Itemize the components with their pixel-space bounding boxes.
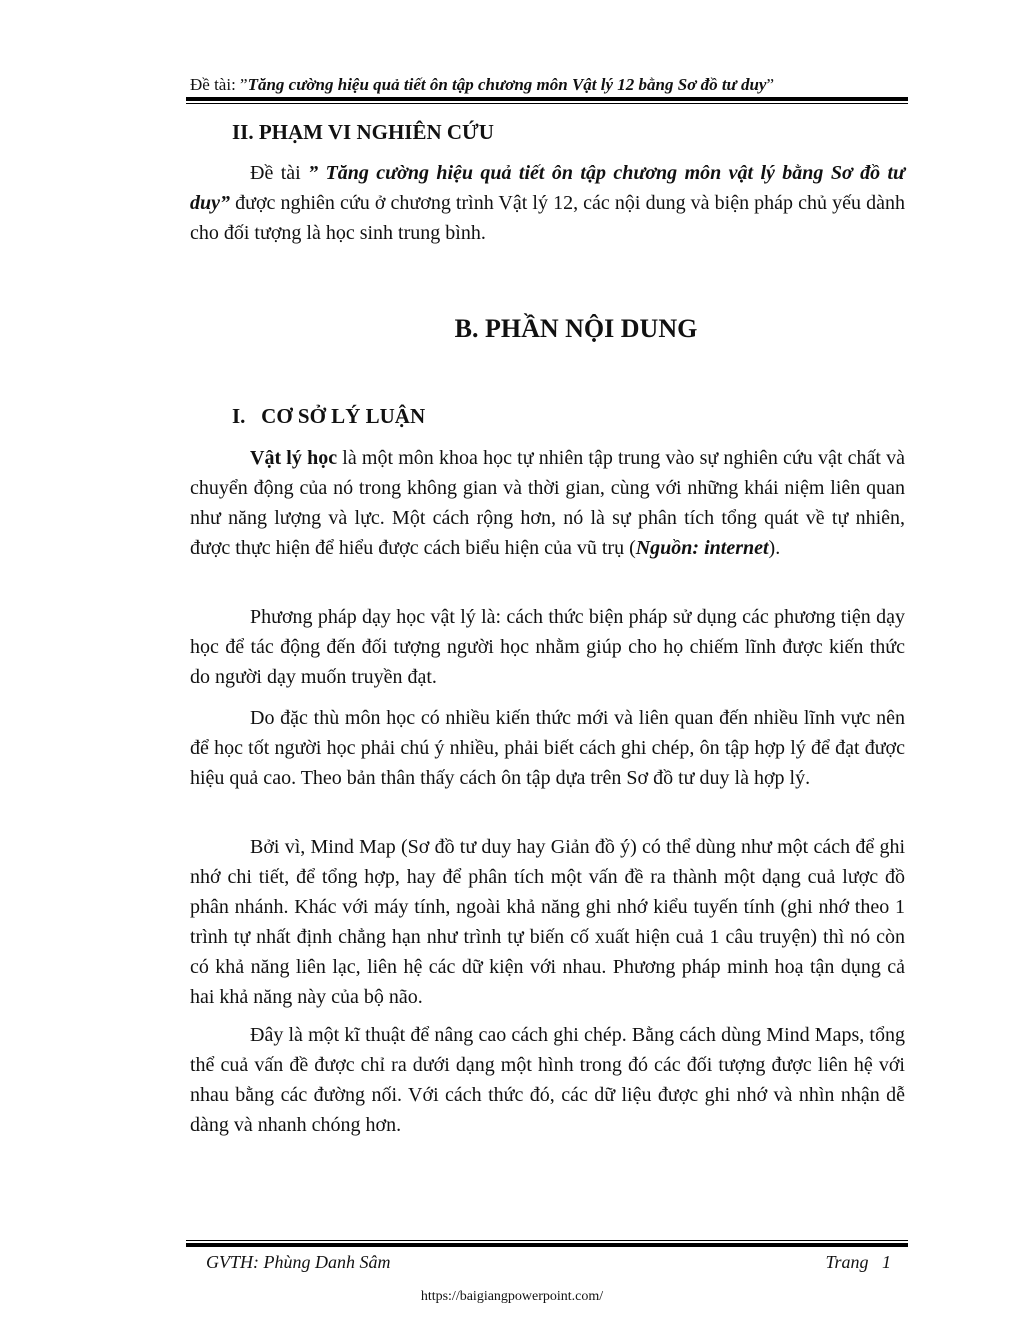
header-prefix: Đề tài: ” [190, 75, 248, 94]
section-theory-heading: I. CƠ SỞ LÝ LUẬN [232, 404, 426, 428]
p1-text: là một môn khoa học tự nhiên tập trung vào sự nghiên cứu vật chất và chuyển động của nó trong không gian và thời gian, cùng với những khái niệm liên quan như năng lượng và lực. Một cách rộng hơn, nó là sự phân tích tổng quát về tự nhiên, được thực hiện để hiểu được cách biểu hiện của vũ trụ ( [190, 447, 905, 559]
scope-title: ” Tăng cường hiệu quả tiết ôn tập chương môn vật lý bằng Sơ đồ tư duy” [190, 162, 905, 214]
header-suffix: ” [766, 75, 775, 94]
header-topic: Tăng cường hiệu quả tiết ôn tập chương môn Vật lý 12 bằng Sơ đồ tư duy [247, 75, 767, 94]
p1-end: ). [768, 537, 781, 559]
theory-paragraph-2: Phương pháp dạy học vật lý là: cách thức biện pháp sử dụng các phương tiện dạy học để tác động đến đối tượng người học nhằm giúp cho họ chiếm lĩnh được kiến thức do người dạy muốn truyền đạt. [190, 606, 905, 688]
footer-page-number: Trang 1 [825, 1252, 891, 1272]
part-heading: B. PHẦN NỘI DUNG [454, 314, 698, 343]
theory-paragraph-3: Do đặc thù môn học có nhiều kiến thức mới và liên quan đến nhiều lĩnh vực nên để học tốt người học phải chú ý nhiều, phải biết cách ghi chép, ôn tập hợp lý để đạt được hiệu quả cao. Theo bản thân thấy cách ôn tập dựa trên Sơ đồ tư duy là hợp lý. [190, 707, 905, 789]
physics-term: Vật lý học [250, 447, 338, 469]
theory-paragraph-1 [190, 443, 905, 563]
section-scope-heading: II. PHẠM VI NGHIÊN CỨU [232, 120, 494, 144]
running-header [190, 74, 910, 96]
scope-paragraph [190, 158, 905, 248]
theory-paragraph-4: Bởi vì, Mind Map (Sơ đồ tư duy hay Giản đồ ý) có thể dùng như một cách để ghi nhớ chi tiết, để tổng hợp, hay để phân tích một vấn đề ra thành một dạng cuả lược đồ phân nhánh. Khác với máy tính, ngoài khả năng ghi nhớ kiểu tuyến tính (ghi nhớ theo 1 trình tự nhất định chẳng hạn như trình tự biến cố xuất hiện cuả 1 câu truyện) thì nó còn có khả năng liên lạc, liên hệ các dữ kiện với nhau. Phương pháp minh hoạ tận dụng cả hai khả năng này của bộ não. [190, 836, 905, 1008]
source-url[interactable]: https://baigiangpowerpoint.com/ [420, 1289, 604, 1304]
theory-paragraph-5: Đây là một kĩ thuật để nâng cao cách ghi chép. Bằng cách dùng Mind Maps, tổng thể cuả vấn đề được chỉ ra dưới dạng một hình trong đó các đối tượng được liên hệ với nhau bằng các đường nối. Với cách thức đó, các dữ liệu được ghi nhớ và nhìn nhận dễ dàng và nhanh chóng hơn. [190, 1024, 905, 1136]
scope-lead: Đề tài [250, 162, 309, 184]
footer-author: GVTH: Phùng Danh Sâm [206, 1252, 391, 1272]
p1-source: Nguồn: internet [635, 537, 769, 559]
header-rule [186, 97, 908, 101]
footer-rule [186, 1243, 908, 1247]
scope-rest: được nghiên cứu ở chương trình Vật lý 12, các nội dung và biện pháp chủ yếu dành cho đối tượng là học sinh trung bình. [190, 192, 905, 244]
